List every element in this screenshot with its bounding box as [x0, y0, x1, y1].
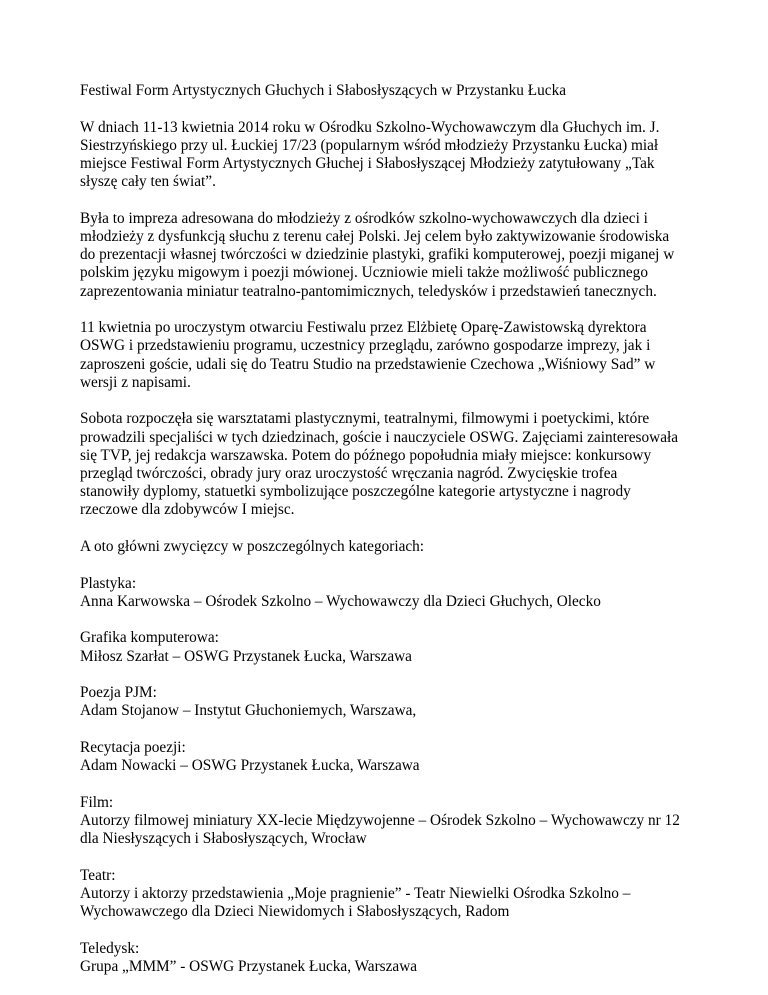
winner-entry-recytacja	[80, 739, 680, 775]
winner-name: Autorzy i aktorzy przedstawienia „Moje pragnienie” - Teatr Niewielki Ośrodka Szkolno – Wychowawczego dla Dzieci Niewidomych i Słabosłyszących, Radom	[80, 885, 631, 921]
winner-name: Adam Nowacki – OSWG Przystanek Łucka, Warszawa	[80, 757, 420, 775]
winner-category: Recytacja poezji:	[80, 739, 186, 756]
winner-category: Film:	[80, 793, 114, 811]
winner-entry-film	[80, 794, 680, 849]
paragraph-event-purpose: Była to impreza adresowana do młodzieży z ośrodków szkolno-wychowawczych dla dzieci i młodzieży z dysfunkcją słuchu z terenu całej Polski. Jej celem było zaktywizowanie środowiska do prezentacji własnej twórczości w dziedzinie plastyki, grafiki komputerowej, poezji miganej w polskim języku migowym i poezji mówionej. Uczniowie mieli także możliwość publicznego zaprezentowania miniatur teatralno-pantomimicznych, teledysków i przedstawień tanecznych.	[80, 209, 675, 300]
winner-entry-grafika	[80, 629, 680, 665]
winner-entry-poezja-pjm	[80, 684, 680, 720]
winner-name: Miłosz Szarłat – OSWG Przystanek Łucka, Warszawa	[80, 647, 412, 665]
winner-category: Teatr:	[80, 866, 116, 884]
winner-category: Grafika komputerowa:	[80, 629, 219, 647]
document-page	[80, 82, 680, 995]
winner-category: Poezja PJM:	[80, 684, 157, 702]
winner-category: Teledysk:	[80, 939, 140, 957]
winner-entry-teatr	[80, 867, 680, 922]
winner-category: Plastyka:	[80, 574, 137, 592]
paragraph-winners-intro: A oto główni zwycięzcy w poszczególnych kategoriach:	[80, 538, 425, 556]
winner-entry-teledysk	[80, 940, 680, 976]
winner-name: Grupa „MMM” - OSWG Przystanek Łucka, Warszawa	[80, 958, 418, 975]
paragraph-saturday: Sobota rozpoczęła się warsztatami plastycznymi, teatralnymi, filmowymi i poetyckimi, które prowadzili specjaliści w tych dziedzinach, goście i nauczyciele OSWG. Zajęciami zainteresowała się TVP, jej redakcja warszawska. Potem do późnego popołudnia miały miejsce: konkursowy przegląd twórczości, obrady jury oraz uroczystość wręczania nagród. Zwycięskie trofea stanowiły dyplomy, statuetki symbolizujące poszczególne kategorie artystyczne i nagrody rzeczowe dla zdobywców I miejsc.	[80, 410, 679, 519]
winner-name: Adam Stojanow – Instytut Głuchoniemych, Warszawa,	[80, 702, 417, 720]
paragraph-dates-venue: W dniach 11-13 kwietnia 2014 roku w Ośrodku Szkolno-Wychowawczym dla Głuchych im. J. Siestrzyńskiego przy ul. Łuckiej 17/23 (popularnym wśród młodzieży Przystanku Łucka) miał miejsce Festiwal Form Artystycznych Głuchej i Słabosłyszącej Młodzieży zatytułowany „Tak słyszę cały ten świat”.	[80, 118, 660, 191]
winner-entry-plastyka	[80, 575, 680, 611]
winner-name: Autorzy filmowej miniatury XX-lecie Międzywojenne – Ośrodek Szkolno – Wychowawczy nr 12 dla Niesłyszących i Słabosłyszących, Wrocław	[80, 812, 680, 848]
winner-name: Anna Karwowska – Ośrodek Szkolno – Wychowawczy dla Dzieci Głuchych, Olecko	[80, 592, 601, 610]
paragraph-opening: 11 kwietnia po uroczystym otwarciu Festiwalu przez Elżbietę Oparę-Zawistowską dyrektora OSWG i przedstawieniu programu, uczestnicy przeglądu, zarówno gospodarze imprezy, jak i zaproszeni goście, udali się do Teatru Studio na przedstawienie Czechowa „Wiśniowy Sad” w wersji z napisami.	[80, 319, 656, 391]
document-title: Festiwal Form Artystycznych Głuchych i Słabosłyszących w Przystanku Łucka	[80, 82, 567, 99]
